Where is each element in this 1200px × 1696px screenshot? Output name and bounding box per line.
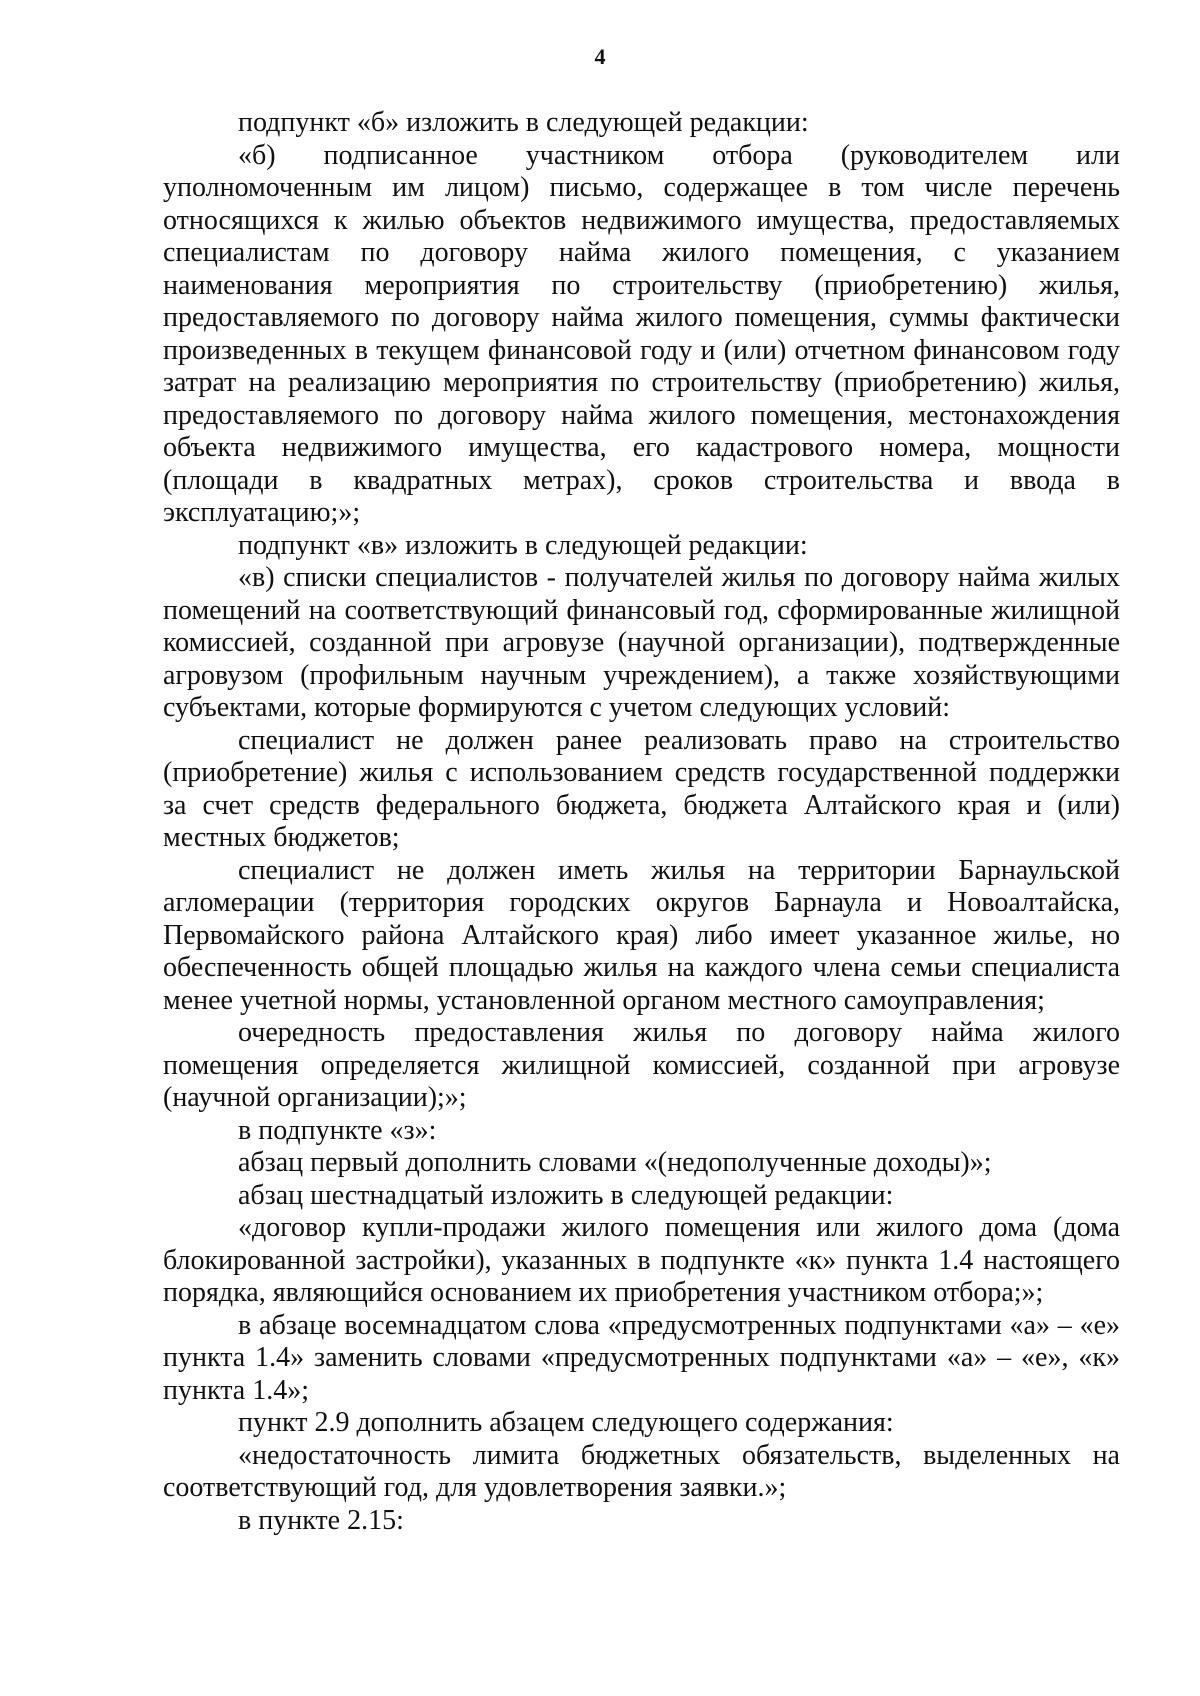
paragraph-subpoint-v-intro: подпункт «в» изложить в следующей редакции: [238, 529, 808, 561]
page-number: 4 [594, 44, 606, 69]
paragraph-first-abzac: абзац первый дополнить словами «(недополученные доходы)»; [238, 1147, 992, 1178]
paragraph-condition-2: специалист не должен иметь жилья на территории Барнаульской агломерации (территория городских округов Барнаула и Новоалтайска, Первомайского района Алтайского края) либо имеет указанное жилье, но обеспеченность общей площадью жилья на каждого члена семьи специалиста менее учетной нормы, установленной органом местного самоуправления; [163, 854, 1120, 1016]
paragraph-sixteenth-abzac-text: «договор купли-продажи жилого помещения или жилого дома (дома блокированной застройки), указанных в подпункте «к» пункта 1.4 настоящего порядка, являющийся основанием их приобретения участником отбора;»; [163, 1212, 1120, 1308]
paragraph-point-2-9-intro: пункт 2.9 дополнить абзацем следующего содержания: [238, 1407, 894, 1438]
paragraph-sixteenth-abzac-intro: абзац шестнадцатый изложить в следующей редакции: [238, 1179, 894, 1211]
paragraph-condition-3: очередность предоставления жилья по договору найма жилого помещения определяется жилищной комиссией, созданной при агровузе (научной организации);»; [163, 1017, 1120, 1113]
paragraph-eighteenth-abzac: в абзаце восемнадцатом слова «предусмотренных подпунктами «а» – «е» пункта 1.4» заменить словами «предусмотренных подпунктами «а» – «е», «к» пункта 1.4»; [163, 1309, 1120, 1406]
paragraph-point-2-9-text: «недостаточность лимита бюджетных обязательств, выделенных на соответствующий год, для удовлетворения заявки.»; [163, 1439, 1120, 1503]
paragraph-subpoint-z-intro: в подпункте «з»: [238, 1114, 437, 1146]
paragraph-subpoint-v-text: «в) списки специалистов - получателей жилья по договору найма жилых помещений на соответствующий финансовый год, сформированные жилищной комиссией, созданной при агровузе (научной организации), подтвержденные агровузом (профильным научным учреждением), а также хозяйствующими субъектами, которые формируются с учетом следующих условий: [163, 562, 1120, 723]
paragraph-subpoint-b-text: «б) подписанное участником отбора (руководителем или уполномоченным им лицом) письмо, содержащее в том числе перечень относящихся к жилью объектов недвижимого имущества, предоставляемых специалистам по договору найма жилого помещения, с указанием наименования мероприятия по строительству (приобретению) жилья, предоставляемого по договору найма жилого помещения, суммы фактически произведенных в текущем финансовой году и (или) отчетном финансовом году затрат на реализацию мероприятия по строительству (приобретению) жилья, предоставляемого по договору найма жилого помещения, местонахождения объекта недвижимого имущества, его кадастрового номера, мощности (площади в квадратных метрах), сроков строительства и ввода в эксплуатацию;»; [163, 139, 1120, 528]
paragraph-condition-1: специалист не должен ранее реализовать право на строительство (приобретение) жилья с использованием средств государственной поддержки за счет средств федерального бюджета, бюджета Алтайского края и (или) местных бюджетов; [163, 724, 1120, 853]
document-body [163, 107, 1120, 1537]
paragraph-subpoint-b-intro: подпункт «б» изложить в следующей редакции: [238, 107, 809, 138]
paragraph-point-2-15: в пункте 2.15: [238, 1504, 404, 1536]
